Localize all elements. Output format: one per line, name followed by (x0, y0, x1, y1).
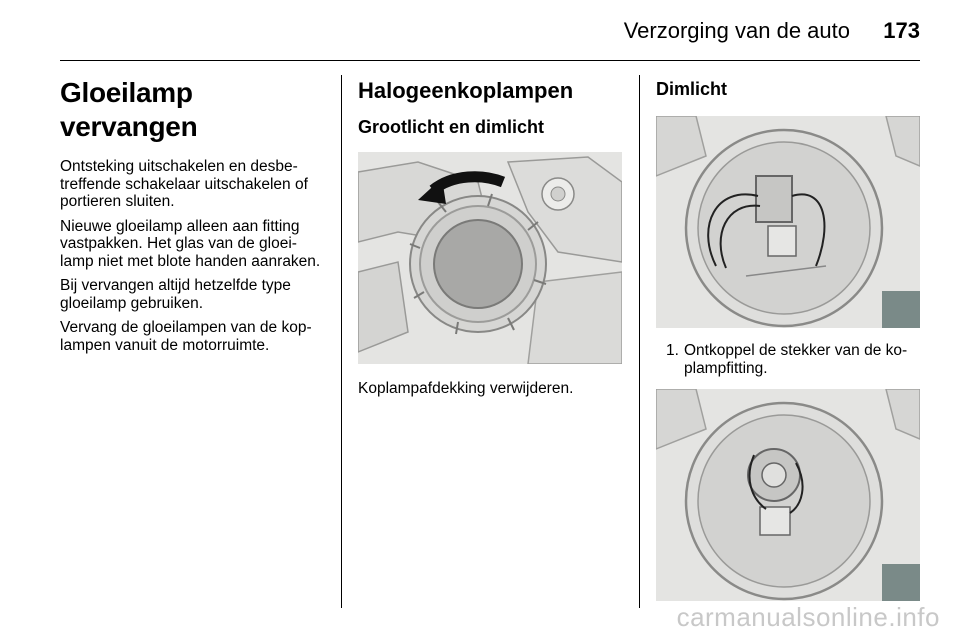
header-rule (60, 60, 920, 61)
section-heading: Gloeilamp vervangen (60, 77, 198, 142)
header-title: Verzorging van de auto (623, 18, 850, 43)
paragraph: Bij vervangen altijd hetzelfde type gloeilamp gebruiken. (60, 277, 291, 312)
paragraph: Nieuwe gloeilamp alleen aan fitting vastpakken. Het glas van de gloei-lamp niet met blote handen aanraken. (60, 217, 321, 270)
headlamp-cover-illustration (358, 152, 622, 364)
section-heading: Dimlicht (656, 79, 728, 99)
figure-caption: Koplampafdekking verwijderen. (358, 380, 574, 397)
paragraph: Vervang de gloeilampen van de kop-lampen vanuit de motorruimte. (60, 319, 312, 354)
column-3 (656, 70, 920, 601)
watermark: carmanualsonline.info (676, 602, 940, 632)
instruction-step (666, 342, 920, 377)
step-number: 1. (666, 342, 679, 359)
page-number: 173 (883, 18, 920, 43)
column-divider-1 (341, 75, 342, 608)
column-divider-2 (639, 75, 640, 608)
low-beam-bulb-illustration (656, 389, 920, 601)
low-beam-connector-illustration (656, 116, 920, 328)
column-1 (60, 70, 328, 361)
paragraph: Ontsteking uitschakelen en desbe-treffende schakelaar uitschakelen of portieren sluiten. (60, 158, 308, 210)
subsection-heading: Grootlicht en dimlicht (358, 117, 545, 137)
section-heading: Halogeenkoplampen (358, 78, 574, 103)
step-text: Ontkoppel de stekker van de ko-plampfitting. (684, 342, 908, 377)
column-2 (358, 70, 622, 398)
